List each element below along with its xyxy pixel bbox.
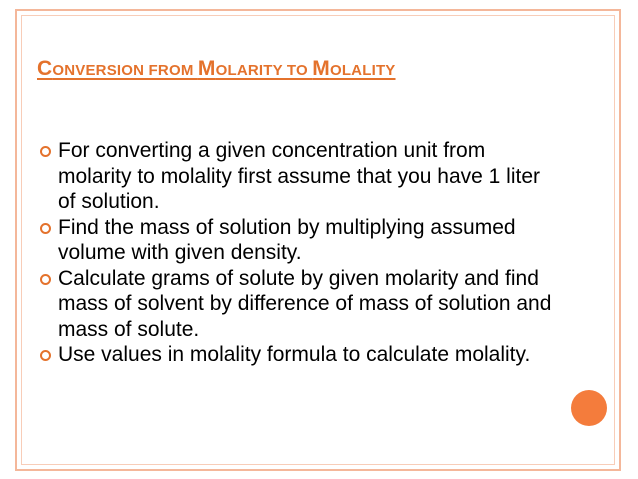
title-part: M bbox=[197, 57, 216, 80]
bullet-text: Find the mass of solution by multiplying assumed volume with given density. bbox=[58, 215, 516, 264]
bullet-item bbox=[37, 266, 557, 343]
title-part: OLALITY bbox=[329, 62, 396, 79]
ring-bullet-icon bbox=[40, 223, 51, 234]
title-part: OLARITY TO bbox=[215, 62, 313, 79]
title-part: C bbox=[37, 57, 53, 80]
bullet-text: For converting a given concentration unit from molarity to molality first assume that you have 1 liter of solution. bbox=[58, 139, 541, 213]
bullet-item bbox=[37, 138, 557, 215]
bullet-item bbox=[37, 342, 557, 368]
ring-bullet-icon bbox=[40, 350, 51, 361]
title-part: M bbox=[312, 57, 330, 80]
bullet-text: Use values in molality formula to calculate molality. bbox=[58, 343, 531, 366]
orange-circle-icon bbox=[571, 390, 607, 426]
slide-title bbox=[37, 57, 597, 81]
ring-bullet-icon bbox=[40, 274, 51, 285]
bullet-list bbox=[37, 138, 557, 368]
bullet-item bbox=[37, 215, 557, 266]
ring-bullet-icon bbox=[40, 146, 51, 157]
title-part: ONVERSION FROM bbox=[52, 62, 198, 79]
bullet-text: Calculate grams of solute by given molarity and find mass of solvent by difference of mass of solution and mass of solute. bbox=[58, 266, 552, 341]
